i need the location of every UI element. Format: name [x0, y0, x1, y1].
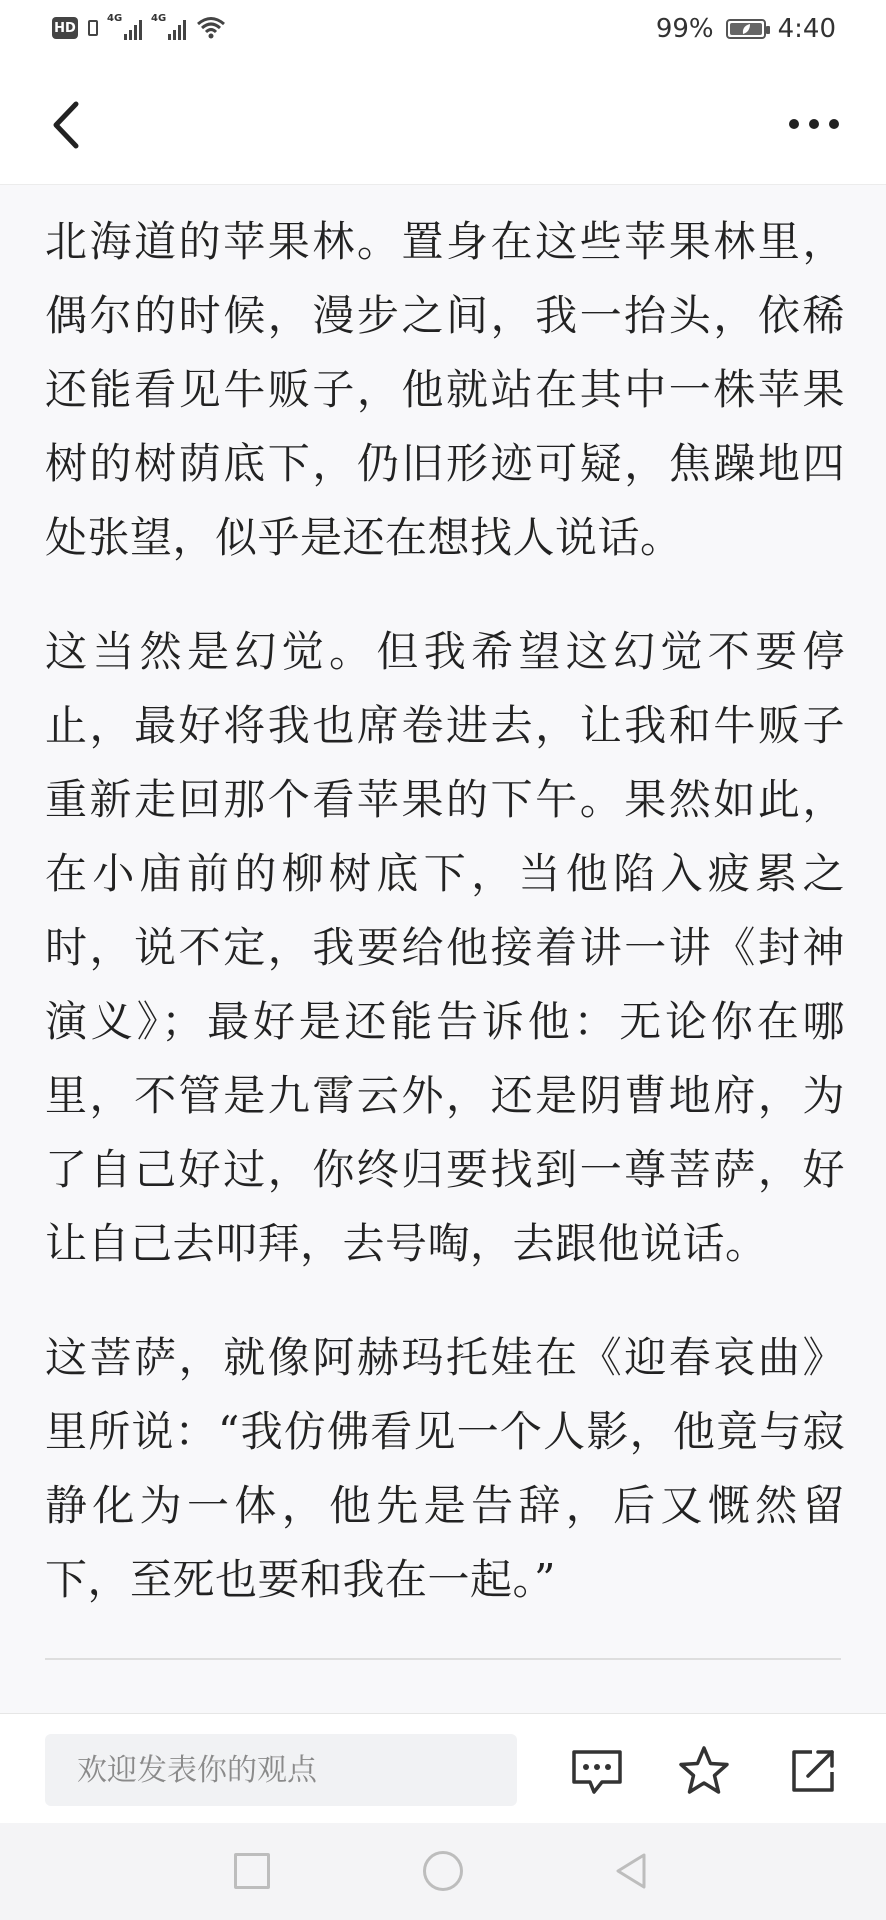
- article-body: [0, 185, 886, 1713]
- star-icon[interactable]: [677, 1744, 731, 1798]
- system-nav-bar: [0, 1823, 886, 1920]
- signal-icon: [107, 13, 142, 40]
- signal-label: 4G: [107, 13, 123, 24]
- hd-sub-icon: [88, 20, 98, 36]
- chevron-left-icon[interactable]: [46, 98, 86, 152]
- divider: [45, 1658, 841, 1660]
- status-left: [52, 13, 226, 40]
- battery-icon: [726, 19, 766, 39]
- paragraph: 北海道的苹果林。置身在这些苹果林里，偶尔的时候，漫步之间，我一抬头，依稀还能看见牛贩子，他就站在其中一株苹果树的树荫底下，仍旧形迹可疑，焦躁地四处张望，似乎是还在想找人说话。: [45, 217, 845, 562]
- nav-header: [0, 62, 886, 185]
- recents-square-icon[interactable]: [234, 1853, 270, 1889]
- battery-percent: 99%: [655, 14, 714, 44]
- bottom-toolbar: [0, 1713, 886, 1824]
- hd-label: HD: [54, 20, 76, 36]
- share-icon[interactable]: [786, 1744, 840, 1798]
- home-circle-icon[interactable]: [423, 1851, 463, 1891]
- signal-icon: [151, 13, 186, 40]
- paragraphs: [45, 205, 845, 1617]
- hd-icon: [52, 17, 78, 39]
- status-bar: [0, 0, 886, 62]
- more-horizontal-icon[interactable]: [786, 104, 842, 144]
- wifi-icon: [196, 16, 226, 40]
- signal-label: 4G: [151, 13, 167, 24]
- comment-input[interactable]: [45, 1734, 517, 1806]
- paragraph: 这当然是幻觉。但我希望这幻觉不要停止，最好将我也席卷进去，让我和牛贩子重新走回那个看苹果的下午。果然如此，在小庙前的柳树底下，当他陷入疲累之时，说不定，我要给他接着讲一讲《封神演义》；最好是还能告诉他：无论你在哪里，不管是九霄云外，还是阴曹地府，为了自己好过，你终归要找到一尊菩萨，好让自己去叩拜，去号啕，去跟他说话。: [45, 627, 845, 1268]
- clock: 4:40: [777, 14, 836, 44]
- comment-icon[interactable]: [570, 1744, 624, 1798]
- status-right: [656, 14, 836, 44]
- back-triangle-icon[interactable]: [610, 1849, 654, 1893]
- paragraph: 这菩萨，就像阿赫玛托娃在《迎春哀曲》里所说：“我仿佛看见一个人影，他竟与寂静化为一体，他先是告辞，后又慨然留下，至死也要和我在一起。”: [45, 1333, 845, 1604]
